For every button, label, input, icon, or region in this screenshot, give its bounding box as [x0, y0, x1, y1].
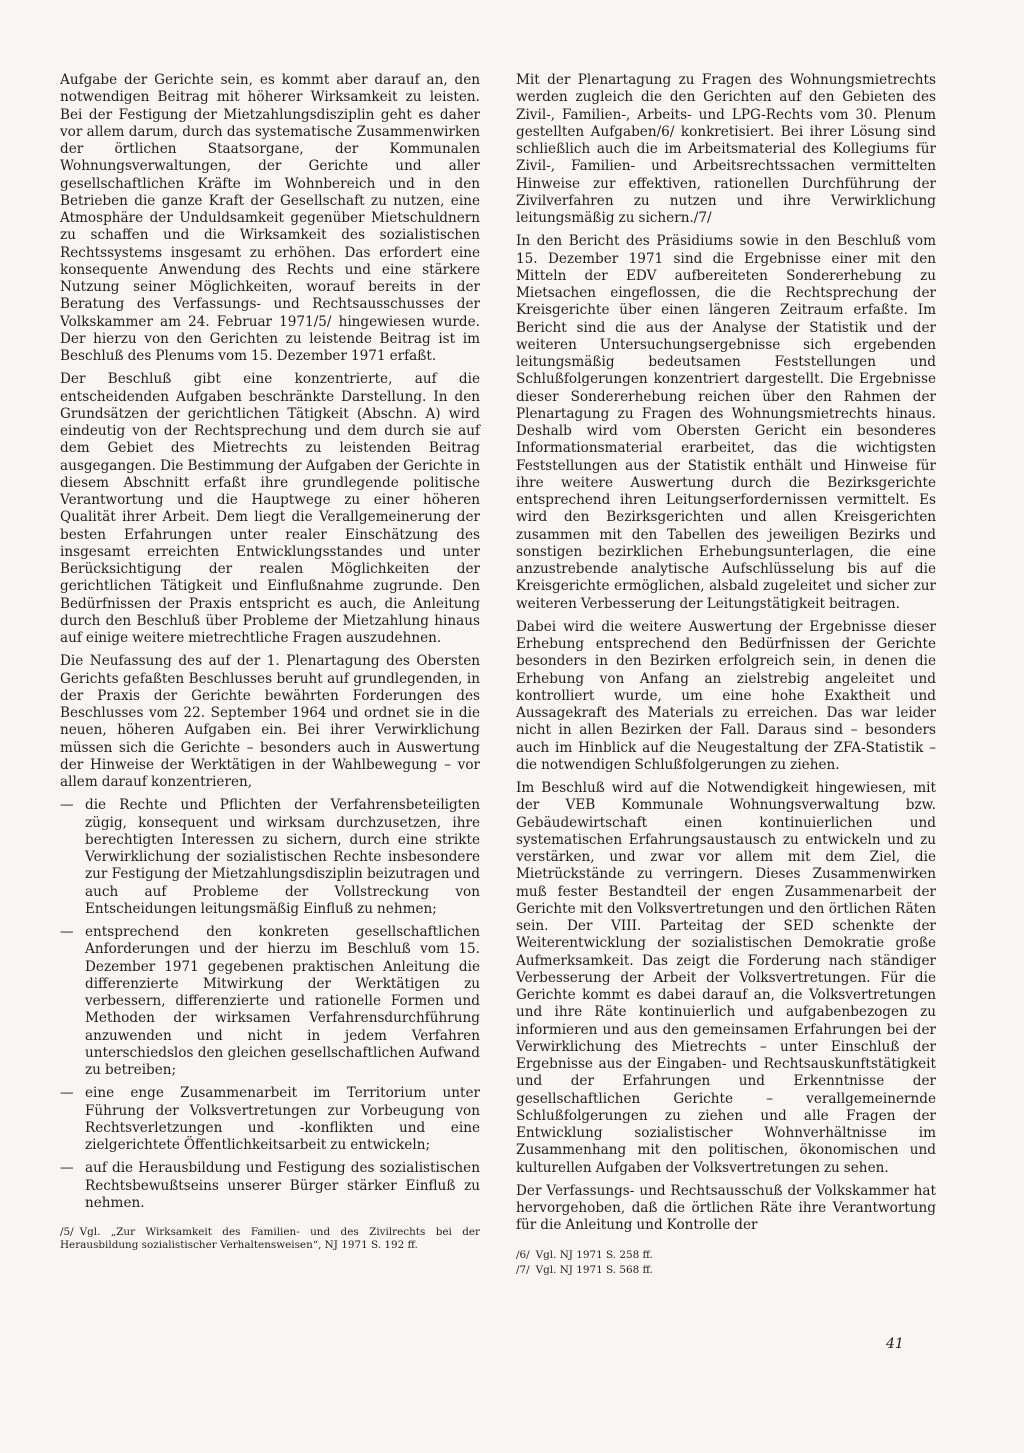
- paragraph: Dabei wird die weitere Auswertung der Ergebnisse dieser Erhebung entsprechend den Bedürfnissen der Gerichte besonders in den Bezirken erfolgreich sein, in denen die Erhebung von Anfang an zielstrebig angeleitet und kontrolliert wurde, um eine hohe Exaktheit und Aussagekraft des Materials zu erreichen. Das war leider nicht in allen Bezirken der Fall. Daraus sind – besonders auch im Hinblick auf die Neugestaltung der ZFA-Statistik – die notwendigen Schlußfolgerungen zu ziehen.: [516, 618, 936, 773]
- footnote-text: Vgl. NJ 1971 S. 258 ff.: [535, 1248, 653, 1261]
- dash-bullet: —: [60, 1085, 74, 1102]
- footnote-mark: /5/: [60, 1226, 74, 1238]
- list-item: [60, 1160, 480, 1212]
- paragraph: Mit der Plenartagung zu Fragen des Wohnungsmietrechts werden zugleich die den Gerichten auf den Gebieten des Zivil-, Familien-, Arbeits- und LPG-Rechts vom 30. Plenum gestellten Aufgaben/6/ konkretisiert. Bei ihrer Lösung sind schließlich auch die im Arbeitsmaterial des Kollegiums für Zivil-, Familien- und Arbeitsrechtssachen vermittelten Hinweise zur effektiven, rationellen Durchführung der Zivilverfahren zu nutzen und ihre Verwirklichung leitungsmäßig zu sichern./7/: [516, 72, 936, 226]
- footnote: [516, 1264, 936, 1277]
- paragraph: Der Verfassungs- und Rechtsausschuß der Volkskammer hat hervorgehoben, daß die örtlichen Räte ihre Verantwortung für die Anleitung und Kontrolle der: [516, 1182, 936, 1234]
- right-column: [516, 72, 936, 1279]
- dash-bullet: —: [60, 797, 74, 814]
- page-number: 41: [886, 1336, 904, 1352]
- list-item-text: eine enge Zusammenarbeit im Territorium unter Führung der Volksvertretungen zur Vorbeugung von Rechtsverletzungen und -konflikten und eine zielgerichtete Öffentlichkeitsarbeit zu entwickeln;: [85, 1085, 480, 1153]
- footnote-text: Vgl. NJ 1971 S. 568 ff.: [535, 1263, 653, 1276]
- footnote-text: Vgl. „Zur Wirksamkeit des Familien- und des Zivilrechts bei der Herausbildung sozialistischer Verhaltensweisen“, NJ 1971 S. 192 ff.: [60, 1226, 480, 1251]
- list-item: [60, 1085, 480, 1154]
- list-item: [60, 797, 480, 918]
- footnote-mark: /6/: [516, 1248, 530, 1261]
- dash-list: [60, 797, 480, 1212]
- paragraph: Aufgabe der Gerichte sein, es kommt aber darauf an, den notwendigen Beitrag mit höherer Wirksamkeit zu leisten. Bei der Festigung der Mietzahlungsdisziplin geht es daher vor allem darum, durch das systematische Zusammenwirken der örtlichen Staatsorgane, der Kommunalen Wohnungsverwaltungen, der Gerichte und aller gesellschaftlichen Kräfte im Wohnbereich und in den Betrieben die ganze Kraft der Gesellschaft zu nutzen, eine Atmosphäre der Unduldsamkeit gegenüber Mietschuldnern zu schaffen und die Wirksamkeit des sozialistischen Rechtssystems insgesamt zu erhöhen. Das erfordert eine konsequente Anwendung des Rechts und eine stärkere Nutzung seiner Möglichkeiten, worauf bereits in der Beratung des Verfassungs- und Rechtsausschusses der Volkskammer am 24. Februar 1971/5/ hingewiesen wurde. Der hierzu von den Gerichten zu leistende Beitrag ist im Beschluß des Plenums vom 15. Dezember 1971 erfaßt.: [60, 72, 480, 364]
- paragraph: Die Neufassung des auf der 1. Plenartagung des Obersten Gerichts gefaßten Beschlusses beruht auf grundlegenden, in der Praxis der Gerichte bewährten Forderungen des Beschlusses vom 22. September 1964 und ordnet sie in die neuen, höheren Aufgaben ein. Bei ihrer Verwirklichung müssen sich die Gerichte – besonders auch in Auswertung der Hinweise der Werktätigen in der Wahlbewegung – vor allem darauf konzentrieren,: [60, 653, 480, 790]
- dash-bullet: —: [60, 1160, 74, 1177]
- footnote-separator: [516, 1241, 936, 1249]
- list-item-text: entsprechend den konkreten gesellschaftlichen Anforderungen und der hierzu im Beschluß vom 15. Dezember 1971 gegebenen praktischen Anleitung die differenzierte Mitwirkung der Werktätigen zu verbessern, differenzierte und rationelle Formen und Methoden der wirksamen Verfahrensdurchführung anzuwenden und nicht in jedem Verfahren unterschiedslos den gleichen gesellschaftlichen Aufwand zu betreiben;: [85, 924, 480, 1078]
- left-column: [60, 72, 480, 1254]
- paragraph: Der Beschluß gibt eine konzentrierte, auf die entscheidenden Aufgaben beschränkte Darstellung. In den Grundsätzen der gerichtlichen Tätigkeit (Abschn. A) wird eindeutig von der Rechtsprechung und dem durch sie auf dem Gebiet des Mietrechts zu leistenden Beitrag ausgegangen. Die Bestimmung der Aufgaben der Gerichte in diesem Abschnitt erfaßt ihre grundlegende politische Verantwortung und die Hauptwege zu einer höheren Qualität ihrer Arbeit. Dem liegt die Verallgemeinerung der besten Erfahrungen unter realer Einschätzung des insgesamt erreichten Entwicklungsstandes und unter Berücksichtigung der realen Möglichkeiten der gerichtlichen Tätigkeit und Einflußnahme zugrunde. Den Bedürfnissen der Praxis entspricht es auch, die Anleitung durch den Beschluß über Probleme der Mietzahlung hinaus auf einige weitere mietrechtliche Fragen auszudehnen.: [60, 371, 480, 646]
- dash-bullet: —: [60, 924, 74, 940]
- footnote: [516, 1249, 936, 1262]
- footnote: [60, 1226, 480, 1252]
- paragraph: Im Beschluß wird auf die Notwendigkeit hingewiesen, mit der VEB Kommunale Wohnungsverwaltung bzw. Gebäudewirtschaft einen kontinuierlichen und systematischen Erfahrungsaustausch zu entwickeln und zu verstärken, und zwar vor allem mit dem Ziel, die Mietrückstände zu verringern. Dieses Zusammenwirken muß fester Bestandteil der engen Zusammenarbeit der Gerichte mit den Volksvertretungen und den örtlichen Räten sein. Der VIII. Parteitag der SED schenkte der Weiterentwicklung der sozialistischen Demokratie große Aufmerksamkeit. Das zeigt die Forderung nach ständiger Verbesserung der Arbeit der Volksvertretungen. Für die Gerichte kommt es dabei darauf an, die Volksvertretungen und ihre Räte kontinuierlich und aufgabenbezogen zu informieren und aus den gemeinsamen Erfahrungen bei der Verwirklichung des Mietrechts – unter Einschluß der Ergebnisse aus der Eingaben- und Rechtsauskunftstätigkeit und der Erfahrungen und Erkenntnisse der gesellschaftlichen Gerichte – verallgemeinernde Schlußfolgerungen zu ziehen und alle Fragen der Entwicklung sozialistischer Wohnverhältnisse im Zusammenhang mit den politischen, ökonomischen und kulturellen Aufgaben der Volksvertretungen zu sehen.: [516, 780, 936, 1176]
- footnote-mark: /7/: [516, 1263, 530, 1276]
- footnote-separator: [60, 1218, 480, 1226]
- paragraph: In den Bericht des Präsidiums sowie in den Beschluß vom 15. Dezember 1971 sind die Ergebnisse einer mit den Mitteln der EDV aufbereiteten Sondererhebung zu Mietsachen eingeflossen, die die Rechtsprechung der Kreisgerichte über einen längeren Zeitraum erfaßte. Im Bericht sind die aus der Analyse der Statistik und der weiteren Untersuchungsergebnisse sich ergebenden leitungsmäßig bedeutsamen Feststellungen und Schlußfolgerungen konzentriert dargestellt. Die Ergebnisse dieser Sondererhebung reichen über den Rahmen der Plenartagung zu Fragen des Wohnungsmietrechts hinaus. Deshalb wird vom Obersten Gericht ein besonderes Informationsmaterial erarbeitet, das die wichtigsten Feststellungen aus der Statistik enthält und Hinweise für ihre weitere Auswertung durch die Bezirksgerichte entsprechend ihren Leitungserfordernissen vermittelt. Es wird den Bezirksgerichten und allen Kreisgerichten zusammen mit den Tabellen des jeweiligen Bezirks und sonstigen bezirklichen Erhebungsunterlagen, die eine anzustrebende analytische Aufschlüsselung bis auf die Kreisgerichte ermöglichen, alsbald zugeleitet und sicher zur weiteren Verbesserung der Leitungstätigkeit beitragen.: [516, 233, 936, 612]
- list-item-text: auf die Herausbildung und Festigung des sozialistischen Rechtsbewußtseins unserer Bürger stärker Einfluß zu nehmen.: [85, 1160, 480, 1211]
- list-item: [60, 924, 480, 1079]
- list-item-text: die Rechte und Pflichten der Verfahrensbeteiligten zügig, konsequent und wirksam durchzusetzen, ihre berechtigten Interessen zu sichern, durch eine strikte Verwirklichung der sozialistischen Rechte insbesondere zur Festigung der Mietzahlungsdisziplin beizutragen und auch auf Probleme der Vollstreckung von Entscheidungen leitungsmäßig Einfluß zu nehmen;: [85, 797, 480, 917]
